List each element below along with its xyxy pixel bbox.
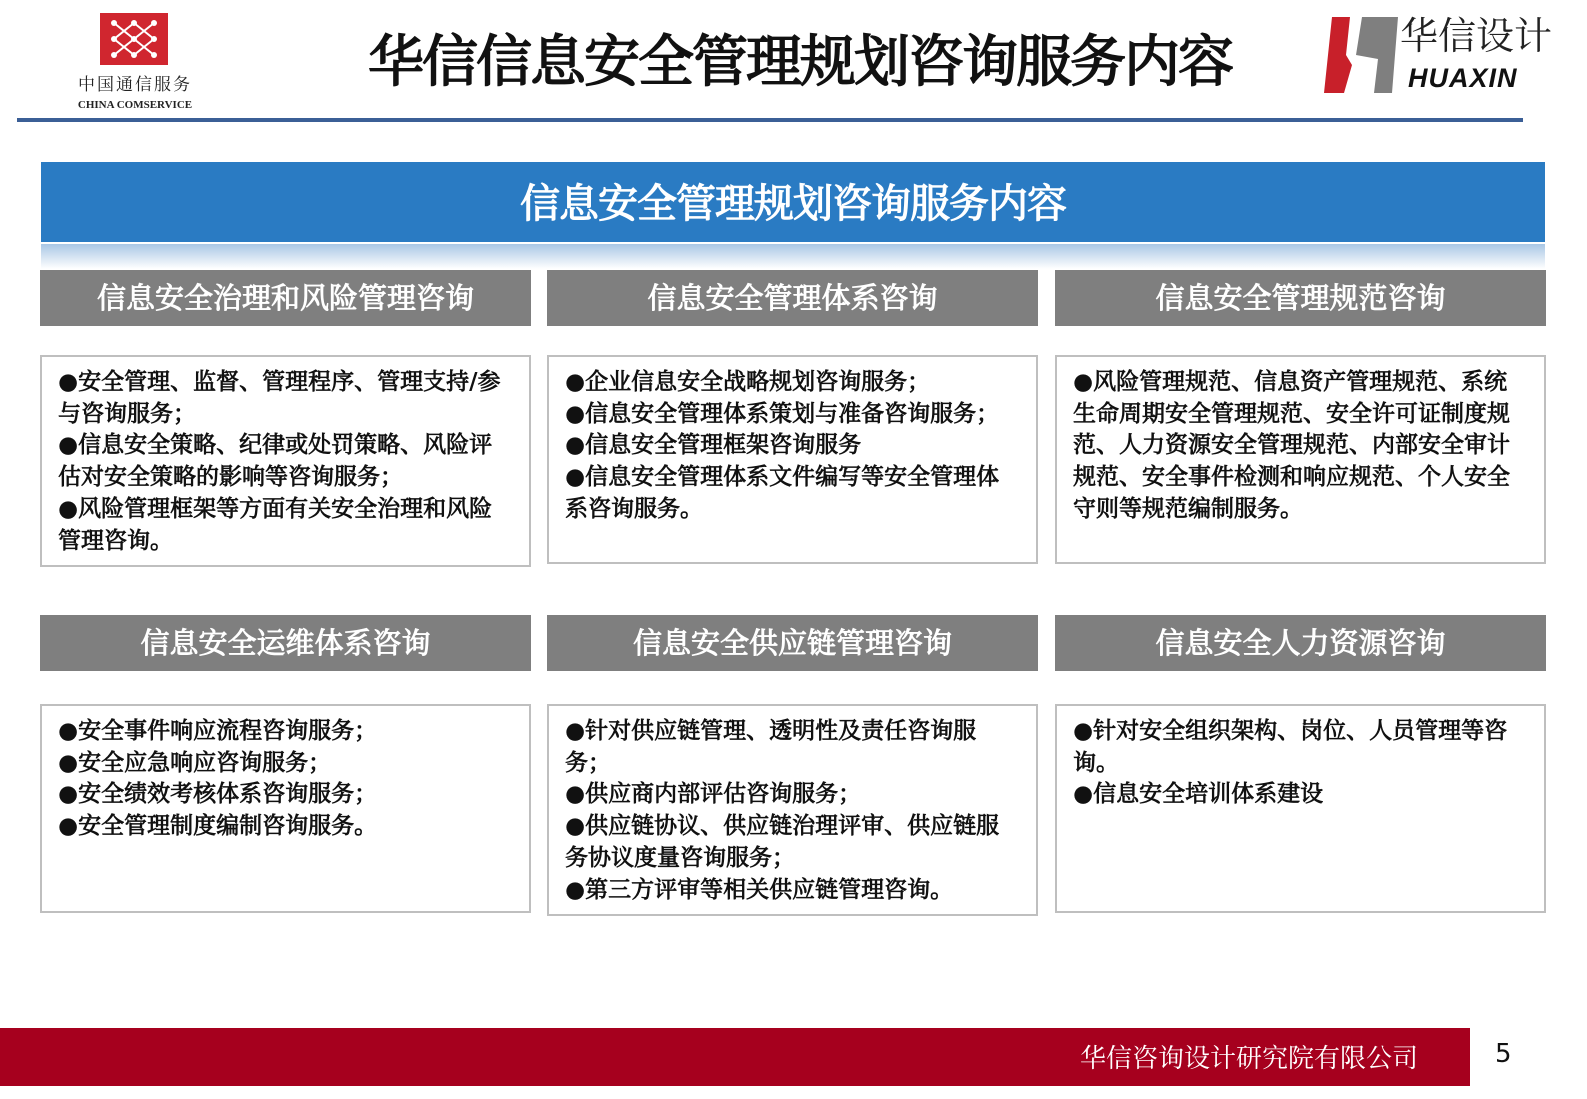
bullet-item: ●信息安全管理框架咨询服务 [565,432,862,459]
section-header: 信息安全管理体系咨询 [547,270,1038,326]
bullet-item: ●信息安全管理体系文件编写等安全管理体系咨询服务。 [565,464,1000,522]
network-lattice-icon [100,13,168,65]
huaxin-logo-mark-icon [1322,15,1400,95]
section-header: 信息安全治理和风险管理咨询 [40,270,531,326]
section-content [1055,355,1546,564]
page-title: 华信信息安全管理规划咨询服务内容 [368,30,1232,95]
logo-right-cn-text: 华信设计 [1400,14,1553,58]
bullet-item: ●安全应急响应咨询服务； [58,749,332,776]
section-content [547,704,1038,916]
bullet-item: ●信息安全策略、纪律或处罚策略、风险评估对安全策略的影响等咨询服务； [58,432,493,491]
bullet-item: ●供应链协议、供应链治理评审、供应链服务协议度量咨询服务； [565,813,1000,871]
section-content [40,355,531,567]
section-header: 信息安全人力资源咨询 [1055,615,1546,671]
section-header: 信息安全管理规范咨询 [1055,270,1546,326]
banner-gradient [41,244,1545,269]
section-header: 信息安全运维体系咨询 [40,615,531,671]
bullet-item: ●风险管理规范、信息资产管理规范、系统生命周期安全管理规范、安全许可证制度规范、人力资源安全管理规范、内部安全审计规范、安全事件检测和响应规范、个人安全守则等规范编制服务。 [1073,369,1510,522]
section-banner: 信息安全管理规划咨询服务内容 [41,162,1545,242]
bullet-item: ●供应商内部评估咨询服务； [565,781,862,808]
bullet-item: ●信息安全管理体系策划与准备咨询服务； [565,400,1000,427]
logo-left-en-text: CHINA COMSERVICE [77,99,193,111]
logo-left-cn-text: 中国通信服务 [78,75,192,95]
bullet-item: ●针对安全组织架构、岗位、人员管理等咨询。 [1073,718,1508,776]
page-number: 5 [1495,1039,1512,1069]
section-content [547,355,1038,564]
bullet-item: ●信息安全培训体系建设 [1073,781,1324,808]
bullet-item: ●企业信息安全战略规划咨询服务； [565,369,931,395]
section-header: 信息安全供应链管理咨询 [547,615,1038,671]
bullet-item: ●安全事件响应流程咨询服务； [58,718,378,744]
bullet-item: ●安全管理、监督、管理程序、管理支持/参与咨询服务； [58,369,501,427]
china-comservice-logo [100,13,168,65]
section-content [40,704,531,913]
section-content [1055,704,1546,913]
bullet-item: ●风险管理框架等方面有关安全治理和风险管理咨询。 [58,495,493,554]
footer-company: 华信咨询设计研究院有限公司 [0,1028,1470,1086]
bullet-item: ●针对供应链管理、透明性及责任咨询服务； [565,718,977,776]
logo-right-en-text: HUAXIN [1408,63,1518,93]
bullet-item: ●安全绩效考核体系咨询服务； [58,781,378,808]
bullet-item: ●第三方评审等相关供应链管理咨询。 [565,876,954,903]
bullet-item: ●安全管理制度编制咨询服务。 [58,813,378,840]
header-divider [17,118,1523,122]
